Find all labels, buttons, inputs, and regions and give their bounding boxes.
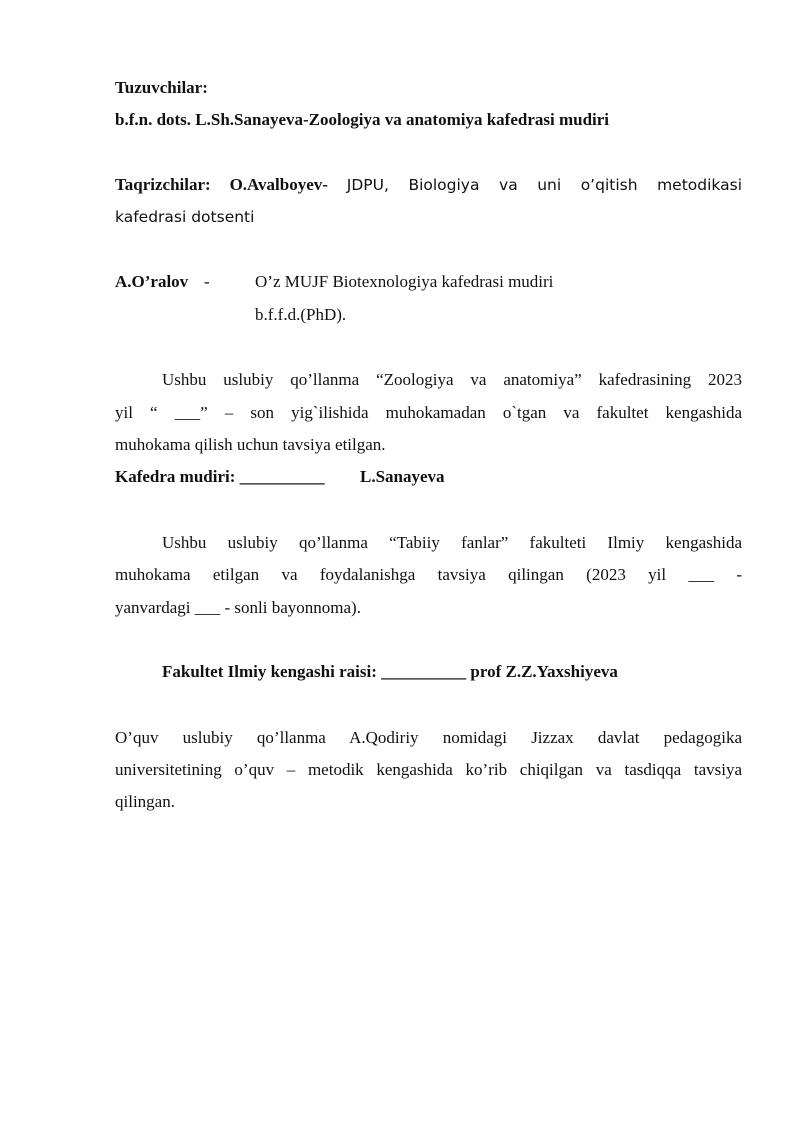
paragraph-1-line-3: muhokama qilish uchun tavsiya etilgan.	[115, 435, 386, 454]
reviewer-2-desc: O’z MUJF Biotexnologiya kafedrasi mudiri	[255, 272, 554, 291]
paragraph-3-line-3: qilingan.	[115, 792, 175, 811]
reviewer-1-desc: JDPU, Biologiya va uni o’qitish metodikasi	[346, 176, 742, 194]
fakultet-chair: Fakultet Ilmiy kengashi raisi: __________ prof Z.Z.Yaxshiyeva	[162, 662, 618, 681]
paragraph-3-line-2: universitetining o’quv – metodik kengashida ko’rib chiqilgan va tasdiqqa tavsiya	[115, 760, 742, 779]
reviewer-2-dash: -	[204, 272, 210, 291]
reviewer-2-name: A.O’ralov	[115, 272, 189, 291]
paragraph-2-line-1: Ushbu uslubiy qo’llanma “Tabiiy fanlar” fakulteti Ilmiy kengashida	[162, 533, 742, 552]
compilers-heading: Tuzuvchilar:	[115, 78, 208, 97]
reviewer-2-degree: b.f.f.d.(PhD).	[255, 305, 347, 324]
paragraph-1-line-1: Ushbu uslubiy qo’llanma “Zoologiya va anatomiya” kafedrasining 2023	[162, 370, 742, 389]
paragraph-1-line-2: yil “ ___” – son yig`ilishida muhokamadan o`tgan va fakultet kengashida	[115, 403, 742, 422]
paragraph-3-line-1: O’quv uslubiy qo’llanma A.Qodiriy nomidagi Jizzax davlat pedagogika	[115, 728, 742, 747]
reviewer-1-name: O.Avalboyev-	[229, 175, 328, 194]
reviewer-1-desc-cont: kafedrasi dotsenti	[115, 208, 255, 226]
reviewer-1-line	[115, 175, 742, 195]
kafedra-mudiri-label: Kafedra mudiri: __________	[115, 467, 325, 486]
kafedra-mudiri-name: L.Sanayeva	[360, 467, 445, 486]
paragraph-2-line-2: muhokama etilgan va foydalanishga tavsiya qilingan (2023 yil ___ -	[115, 565, 742, 584]
reviewers-label: Taqrizchilar:	[115, 175, 211, 194]
compiler-author: b.f.n. dots. L.Sh.Sanayeva-Zoologiya va anatomiya kafedrasi mudiri	[115, 110, 610, 129]
paragraph-2-line-3: yanvardagi ___ - sonli bayonnoma).	[115, 598, 361, 617]
